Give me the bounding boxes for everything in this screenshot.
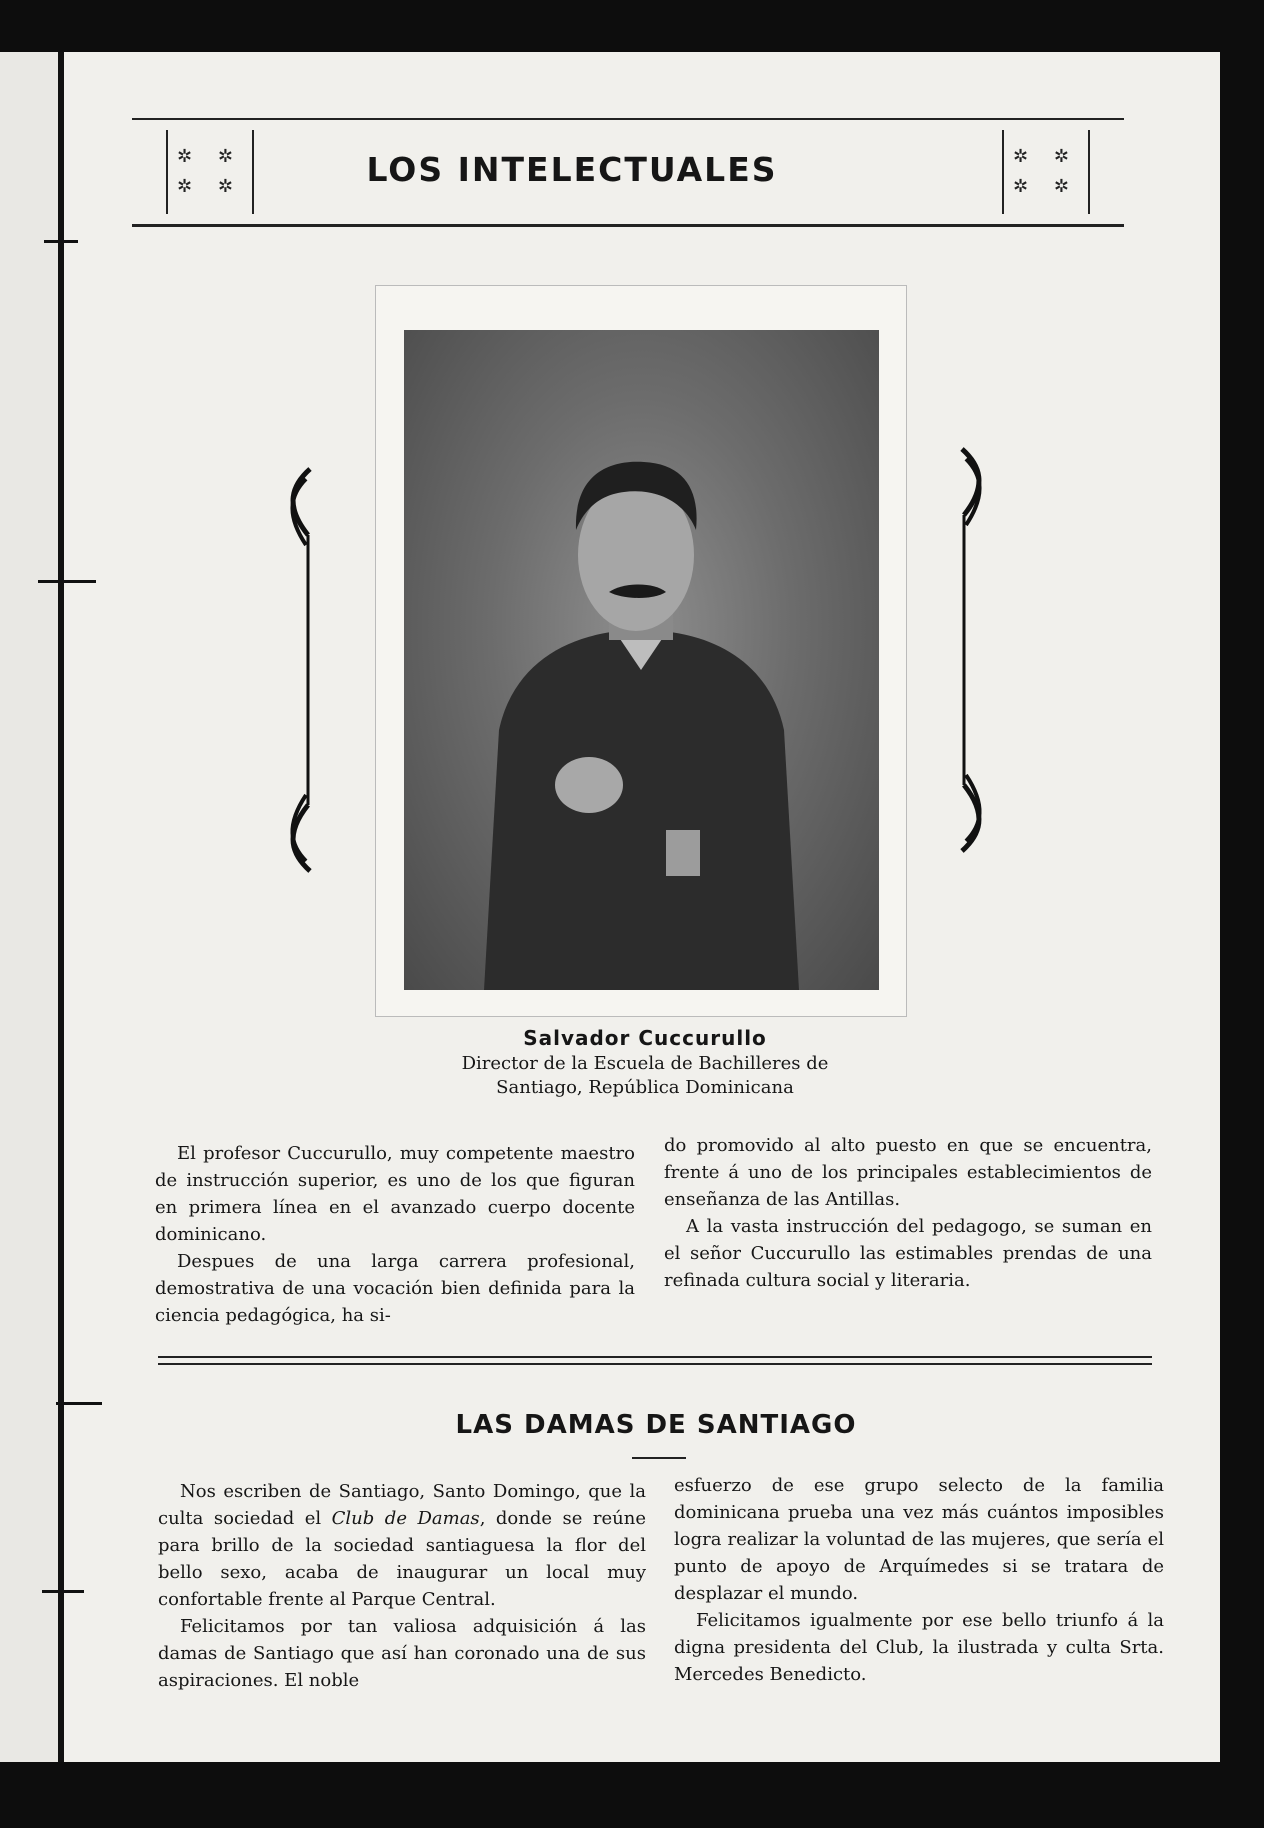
paragraph: El profesor Cuccurullo, muy competente maestro de instrucción superior, es uno de los que figuran en primera línea en el avanzado cuerpo docente dominicano. xyxy=(155,1143,635,1245)
portrait-frame xyxy=(375,285,907,1017)
paragraph: Felicitamos igualmente por ese bello triunfo á la digna presidenta del Club, la ilustrada y culta Srta. Mercedes Benedicto. xyxy=(674,1610,1164,1685)
portrait-caption xyxy=(380,1026,910,1098)
caption-line: Santiago, República Dominicana xyxy=(496,1077,794,1098)
paragraph: do promovido al alto puesto en que se encuentra, frente á uno de los principales establecimientos de enseñanza de las Antillas. xyxy=(664,1135,1152,1210)
article1-left-column xyxy=(155,1140,635,1329)
person-name: Salvador Cuccurullo xyxy=(523,1026,767,1050)
section-divider xyxy=(158,1356,1152,1358)
article2-left-column xyxy=(158,1478,646,1694)
title-underline xyxy=(632,1457,686,1459)
portrait-figure xyxy=(404,330,879,990)
binding-mark xyxy=(56,1402,102,1405)
paragraph: Felicitamos por tan valiosa adquisición á las damas de Santiago que así han coronado una de sus aspiraciones. El noble xyxy=(158,1616,646,1691)
paragraph: Despues de una larga carrera profesional, demostrativa de una vocación bien definida para la ciencia pedagógica, ha si- xyxy=(155,1251,635,1326)
caption-line: Director de la Escuela de Bachilleres de xyxy=(461,1053,829,1074)
article1-right-column xyxy=(664,1132,1152,1294)
star-ornament-icon: ✲ ✲ ✲ ✲ xyxy=(1002,130,1090,214)
binding-mark xyxy=(38,580,96,583)
article-title: LAS DAMAS DE SANTIAGO xyxy=(455,1410,857,1440)
binding-mark xyxy=(44,240,78,243)
section-header xyxy=(132,118,1124,227)
portrait-photo xyxy=(404,330,879,990)
paragraph: Nos escriben de Santiago, Santo Domingo, que la culta sociedad el Club de Damas, donde se reúne para brillo de la sociedad santiaguesa la flor del bello sexo, acaba de inaugurar un local muy confortable frente al Parque Central. xyxy=(158,1481,647,1610)
left-bracket-ornament-icon xyxy=(278,465,318,875)
section-title: LOS INTELECTUALES xyxy=(366,150,778,189)
star-ornament-icon: ✲ ✲ ✲ ✲ xyxy=(166,130,254,214)
paragraph: esfuerzo de ese grupo selecto de la familia dominicana prueba una vez más cuántos imposibles logra realizar la voluntad de las mujeres, que sería el punto de apoyo de Arquímedes si se tratara de desplazar el mundo. xyxy=(674,1475,1164,1604)
page-binding xyxy=(58,52,64,1762)
paragraph: A la vasta instrucción del pedagogo, se suman en el señor Cuccurullo las estimables prendas de una refinada cultura social y literaria. xyxy=(664,1216,1152,1291)
right-bracket-ornament-icon xyxy=(954,445,994,855)
facing-page-edge xyxy=(0,52,58,1762)
club-name: Club de Damas xyxy=(331,1508,480,1529)
binding-mark xyxy=(42,1590,84,1593)
section-divider xyxy=(158,1363,1152,1365)
article2-right-column xyxy=(674,1472,1164,1688)
